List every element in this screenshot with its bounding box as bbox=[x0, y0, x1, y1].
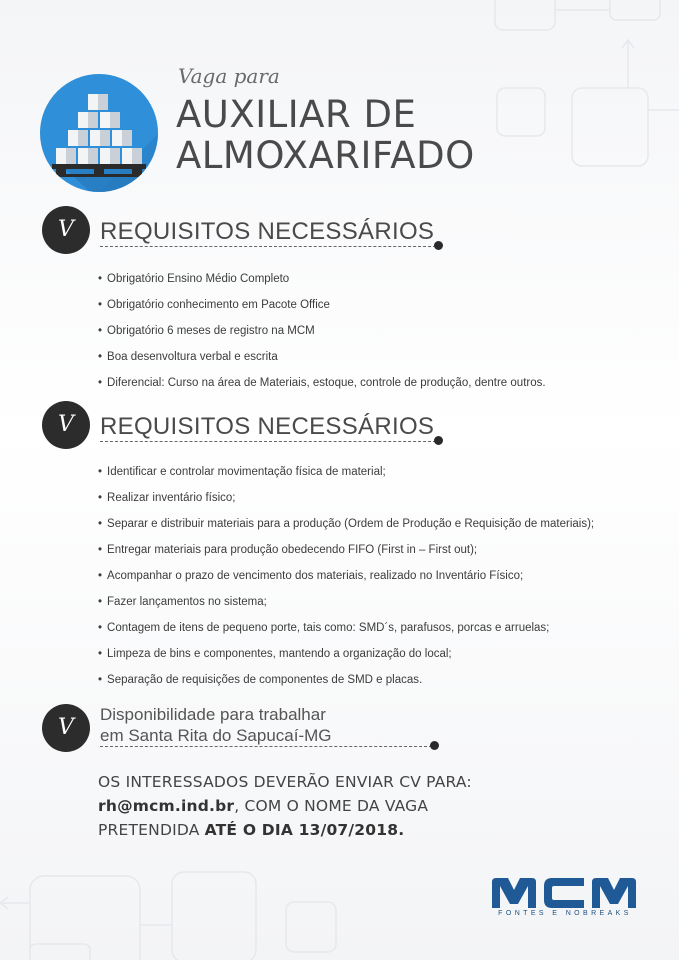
requirements-section-header bbox=[42, 206, 642, 256]
list-item: • Acompanhar o prazo de vencimento dos materiais, realizado no Inventário Físico; bbox=[98, 568, 594, 594]
dashed-divider bbox=[100, 246, 436, 247]
check-v-icon: V bbox=[42, 704, 90, 752]
cta-line-3 bbox=[98, 818, 472, 842]
list-item: • Obrigatório conhecimento em Pacote Office bbox=[98, 297, 546, 323]
company-logo bbox=[490, 876, 640, 926]
job-title bbox=[176, 94, 475, 176]
application-instructions bbox=[98, 770, 472, 842]
section-title: REQUISITOS NECESSÁRIOS bbox=[100, 413, 435, 440]
availability-text bbox=[100, 704, 332, 746]
contact-email[interactable]: rh@mcm.ind.br bbox=[98, 797, 235, 815]
job-title-line-2: ALMOXARIFADO bbox=[176, 134, 475, 177]
list-item: • Entregar materiais para produção obedecendo FIFO (First in – First out); bbox=[98, 542, 594, 568]
availability-line-1: Disponibilidade para trabalhar bbox=[100, 705, 326, 724]
list-item: • Identificar e controlar movimentação física de material; bbox=[98, 464, 594, 490]
divider-dot bbox=[430, 741, 439, 750]
cta-line-3-start: PRETENDIDA bbox=[98, 821, 205, 839]
list-item: • Realizar inventário físico; bbox=[98, 490, 594, 516]
list-item: • Fazer lançamentos no sistema; bbox=[98, 594, 594, 620]
job-header bbox=[40, 62, 660, 192]
list-item: • Diferencial: Curso na área de Materiais, estoque, controle de produção, dentre outros. bbox=[98, 375, 546, 401]
requirements-list bbox=[98, 271, 546, 401]
duties-list bbox=[98, 464, 594, 698]
list-item: • Obrigatório 6 meses de registro na MCM bbox=[98, 323, 546, 349]
section-title: REQUISITOS NECESSÁRIOS bbox=[100, 218, 435, 245]
dashed-divider bbox=[100, 441, 436, 442]
job-title-line-1: AUXILIAR DE bbox=[176, 93, 417, 136]
list-item: • Contagem de itens de pequeno porte, tais como: SMD´s, parafusos, porcas e arruelas; bbox=[98, 620, 594, 646]
availability-line-2: em Santa Rita do Sapucaí-MG bbox=[100, 726, 332, 745]
mcm-logo-icon bbox=[490, 876, 640, 910]
divider-dot bbox=[434, 241, 443, 250]
availability-section bbox=[42, 704, 642, 754]
duties-section-header bbox=[42, 401, 642, 451]
cta-line-2 bbox=[98, 794, 472, 818]
pallet-boxes-icon bbox=[40, 74, 158, 192]
check-v-icon: V bbox=[42, 206, 90, 254]
list-item: • Obrigatório Ensino Médio Completo bbox=[98, 271, 546, 297]
pre-title: Vaga para bbox=[178, 64, 280, 88]
warehouse-boxes-badge bbox=[40, 74, 158, 192]
list-item: • Limpeza de bins e componentes, mantendo a organização do local; bbox=[98, 646, 594, 672]
cta-line-2-rest: , COM O NOME DA VAGA bbox=[234, 797, 429, 815]
check-v-icon: V bbox=[42, 401, 90, 449]
logo-tagline: FONTES E NOBREAKS bbox=[498, 910, 632, 917]
list-item: • Boa desenvoltura verbal e escrita bbox=[98, 349, 546, 375]
list-item: • Separação de requisições de componentes de SMD e placas. bbox=[98, 672, 594, 698]
cta-line-1: OS INTERESSADOS DEVERÃO ENVIAR CV PARA: bbox=[98, 773, 472, 791]
deadline: ATÉ O DIA 13/07/2018. bbox=[204, 821, 405, 839]
list-item: • Separar e distribuir materiais para a produção (Ordem de Produção e Requisição de materiais); bbox=[98, 516, 594, 542]
divider-dot bbox=[434, 436, 443, 445]
dashed-divider bbox=[100, 746, 432, 747]
